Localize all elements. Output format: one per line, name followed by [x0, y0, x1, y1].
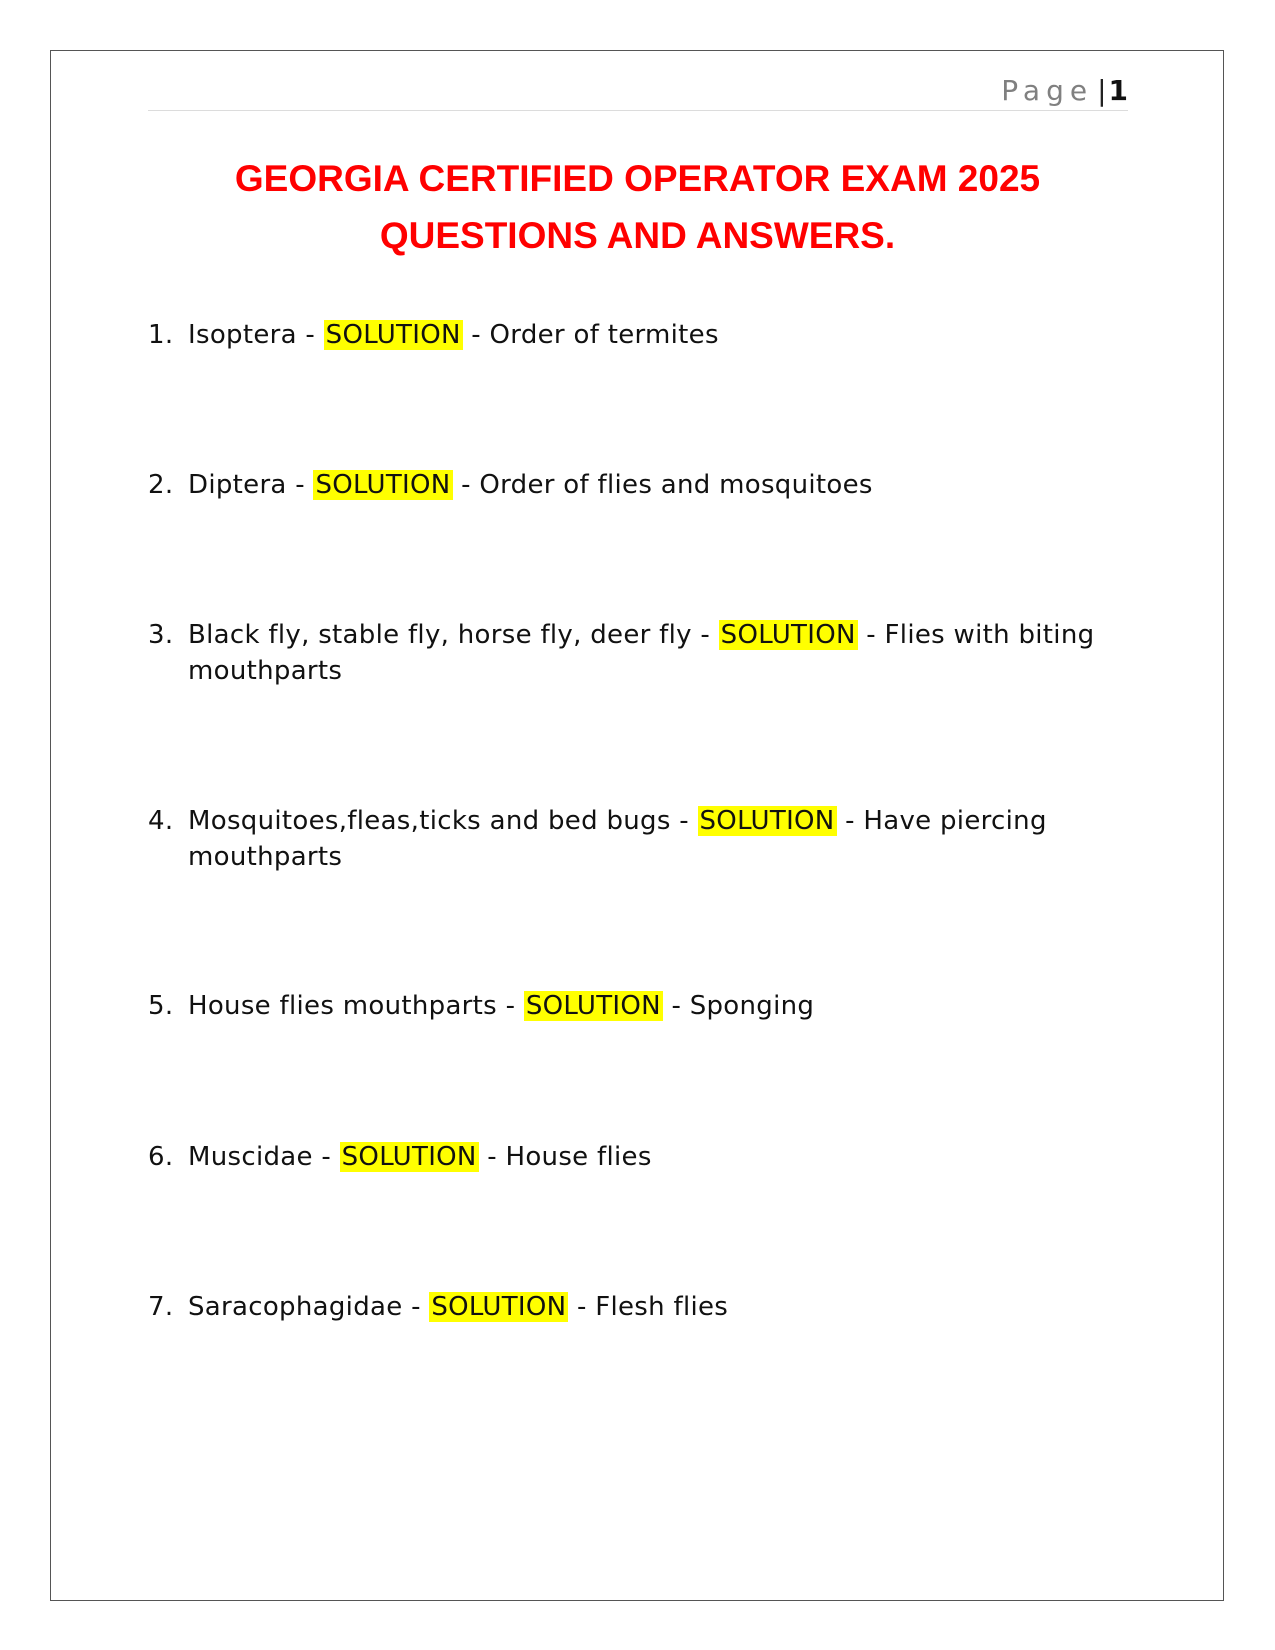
- qa-separator: -: [402, 1292, 430, 1322]
- qa-separator: -: [670, 806, 698, 836]
- qa-separator: -: [691, 620, 719, 650]
- qa-item: [148, 617, 1108, 689]
- qa-question: Isoptera: [188, 320, 297, 350]
- qa-answer: House flies: [505, 1142, 652, 1172]
- page-separator: |: [1097, 74, 1107, 107]
- qa-body: [188, 617, 1108, 689]
- qa-item: [148, 1139, 1108, 1175]
- solution-highlight: SOLUTION: [341, 1142, 477, 1172]
- qa-body: [188, 317, 1108, 353]
- solution-highlight: SOLUTION: [720, 620, 856, 650]
- solution-highlight: SOLUTION: [431, 1292, 567, 1322]
- qa-separator: -: [857, 620, 885, 650]
- qa-answer: Order of termites: [489, 320, 719, 350]
- qa-question: Saracophagidae: [188, 1292, 403, 1322]
- title-line-1: GEORGIA CERTIFIED OPERATOR EXAM 2025: [234, 158, 1041, 199]
- qa-separator: -: [836, 806, 864, 836]
- qa-number: 1.: [148, 320, 174, 350]
- title-line-2: QUESTIONS AND ANSWERS.: [379, 215, 896, 256]
- qa-number: 3.: [148, 620, 174, 650]
- qa-item: [148, 988, 1108, 1024]
- qa-item: [148, 467, 1108, 503]
- qa-answer: Have piercing mouthparts: [188, 806, 1047, 872]
- qa-answer: Flies with biting mouthparts: [188, 620, 1095, 686]
- qa-number: 5.: [148, 991, 174, 1021]
- qa-body: [188, 467, 1108, 503]
- qa-answer: Order of flies and mosquitoes: [479, 470, 873, 500]
- qa-number: 2.: [148, 470, 174, 500]
- qa-answer: Flesh flies: [595, 1292, 729, 1322]
- page-header: [148, 72, 1128, 111]
- page-number: 1: [1108, 74, 1128, 107]
- qa-separator: -: [568, 1292, 596, 1322]
- qa-question: House flies mouthparts: [188, 991, 498, 1021]
- solution-highlight: SOLUTION: [525, 991, 661, 1021]
- qa-question: Mosquitoes,fleas,ticks and bed bugs: [188, 806, 671, 836]
- qa-item: [148, 317, 1108, 353]
- qa-separator: -: [662, 991, 690, 1021]
- qa-number: 6.: [148, 1142, 174, 1172]
- solution-highlight: SOLUTION: [315, 470, 451, 500]
- qa-question: Diptera: [188, 470, 287, 500]
- qa-separator: -: [478, 1142, 506, 1172]
- solution-highlight: SOLUTION: [699, 806, 835, 836]
- document-title: [100, 150, 1175, 264]
- qa-item: [148, 803, 1108, 875]
- qa-question: Black fly, stable fly, horse fly, deer fly: [188, 620, 692, 650]
- qa-number: 7.: [148, 1292, 174, 1322]
- solution-highlight: SOLUTION: [325, 320, 461, 350]
- qa-separator: -: [312, 1142, 340, 1172]
- qa-body: [188, 1289, 1108, 1325]
- qa-number: 4.: [148, 806, 174, 836]
- qa-item: [148, 1289, 1108, 1325]
- qa-body: [188, 1139, 1108, 1175]
- qa-question: Muscidae: [188, 1142, 313, 1172]
- page-label: Page: [1001, 74, 1094, 107]
- qa-body: [188, 803, 1108, 875]
- qa-separator: -: [296, 320, 324, 350]
- qa-separator: -: [286, 470, 314, 500]
- qa-answer: Sponging: [689, 991, 815, 1021]
- qa-body: [188, 988, 1108, 1024]
- qa-separator: -: [462, 320, 490, 350]
- qa-separator: -: [452, 470, 480, 500]
- qa-separator: -: [497, 991, 524, 1021]
